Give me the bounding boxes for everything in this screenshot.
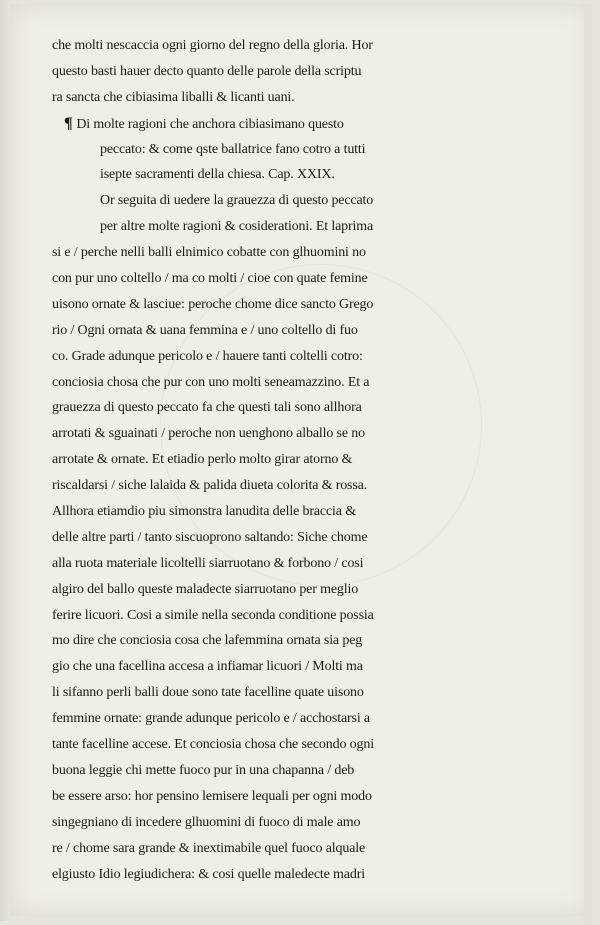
text-line	[52, 836, 462, 862]
line-text: riscaldarsi / siche lalaida & palida diueta colorita & rossa.	[52, 478, 368, 494]
line-text: mo dire che conciosia cosa che lafemmina ornata sia peg	[52, 633, 363, 649]
text-line	[52, 654, 462, 680]
line-text: be essere arso: hor pensino lemisere lequali per ogni modo	[52, 788, 372, 804]
text-line	[52, 862, 462, 888]
line-text: arrotati & sguainati / peroche non uenghono alballo se no	[52, 426, 365, 442]
line-text: arrotate & ornate. Et etiadio perlo molto girar atorno &	[52, 452, 353, 468]
line-text: femmine ornate: grande adunque pericolo e / acchostarsi a	[52, 711, 370, 727]
text-line	[52, 421, 462, 447]
text-line	[52, 370, 462, 396]
line-text: per altre molte ragioni & cosiderationi. Et laprima	[100, 219, 374, 235]
text-line	[52, 577, 462, 603]
line-text: rio / Ogni ornata & uana femmina e / uno coltello di fuo	[52, 322, 358, 338]
text-line	[52, 344, 462, 370]
text-line	[52, 680, 462, 706]
text-line	[52, 137, 462, 163]
pilcrow-icon: ¶	[64, 114, 77, 132]
line-text: algiro del ballo queste maladecte siarruotano per meglio	[52, 581, 359, 597]
line-text: isepte sacramenti della chiesa. Cap. XXIX.	[100, 167, 335, 183]
text-line	[52, 111, 462, 137]
line-text: che molti nescaccia ogni giorno del regno della gloria. Hor	[52, 38, 373, 53]
line-text: elgiusto Idio legiudichera: & cosi quelle maledecte madri	[52, 866, 365, 882]
page-edge	[584, 4, 592, 925]
text-line	[52, 292, 462, 318]
line-text: Allhora etiamdio piu simonstra lanudita delle braccia &	[52, 504, 356, 520]
text-block	[52, 33, 462, 887]
line-text: conciosia chosa che pur con uno molti seneamazzino. Et a	[52, 374, 370, 390]
text-line	[52, 318, 462, 344]
line-text: re / chome sara grande & inextimabile quel fuoco alquale	[52, 840, 366, 856]
line-text: con pur uno coltello / ma co molti / cioe con quate femine	[52, 271, 368, 287]
line-text: singegniano di incedere glhuomini di fuoco di male amo	[52, 814, 361, 830]
line-text: tante facelline accese. Et conciosia chosa che secondo ogni	[52, 737, 374, 753]
text-line	[52, 525, 462, 551]
text-line	[52, 732, 462, 758]
text-line	[52, 395, 462, 421]
text-line	[52, 810, 462, 836]
text-line	[52, 706, 462, 732]
text-line	[52, 240, 462, 266]
text-line	[52, 628, 462, 654]
line-text: li sifanno perli balli doue sono tate facelline quate uisono	[52, 685, 364, 701]
line-text: delle altre parti / tanto siscuoprono saltando: Siche chome	[52, 529, 368, 545]
binding-gutter	[0, 0, 10, 921]
text-line	[52, 188, 462, 214]
line-text: ferire licuori. Cosi a simile nella seconda conditione possia	[52, 607, 374, 623]
line-text: alla ruota materiale licoltelli siarruotano & forbono / cosi	[52, 555, 364, 571]
line-text: Di molte ragioni che anchora cibiasimano questo	[76, 116, 344, 132]
text-line	[52, 214, 462, 240]
line-text: co. Grade adunque pericolo e / hauere tanti coltelli cotro:	[52, 348, 363, 364]
line-text: peccato: & come qste ballatrice fano cotro a tutti	[100, 141, 366, 157]
line-text: questo basti hauer decto quanto delle parole della scriptu	[52, 63, 362, 79]
text-line	[52, 758, 462, 784]
text-line	[52, 447, 462, 473]
text-line	[52, 499, 462, 525]
text-line	[52, 473, 462, 499]
line-text: uisono ornate & lasciue: peroche chome dice sancto Grego	[52, 296, 374, 312]
text-line	[52, 33, 462, 59]
line-text: ra sancta che cibiasima liballi & licanti uani.	[52, 89, 295, 105]
text-line	[52, 551, 462, 577]
text-line	[52, 784, 462, 810]
text-line	[52, 603, 462, 629]
line-text: Or seguita di uedere la grauezza di questo peccato	[100, 193, 374, 209]
text-line	[52, 162, 462, 188]
text-line	[52, 59, 462, 85]
text-line	[52, 266, 462, 292]
line-text: si e / perche nelli balli elnimico cobatte con glhuomini no	[52, 245, 366, 261]
line-text: buona leggie chi mette fuoco pur in una chapanna / deb	[52, 762, 355, 778]
line-text: grauezza di questo peccato fa che questi tali sono allhora	[52, 400, 362, 416]
line-text: gio che una facellina accesa a infiamar licuori / Molti ma	[52, 659, 363, 675]
text-line	[52, 85, 462, 111]
